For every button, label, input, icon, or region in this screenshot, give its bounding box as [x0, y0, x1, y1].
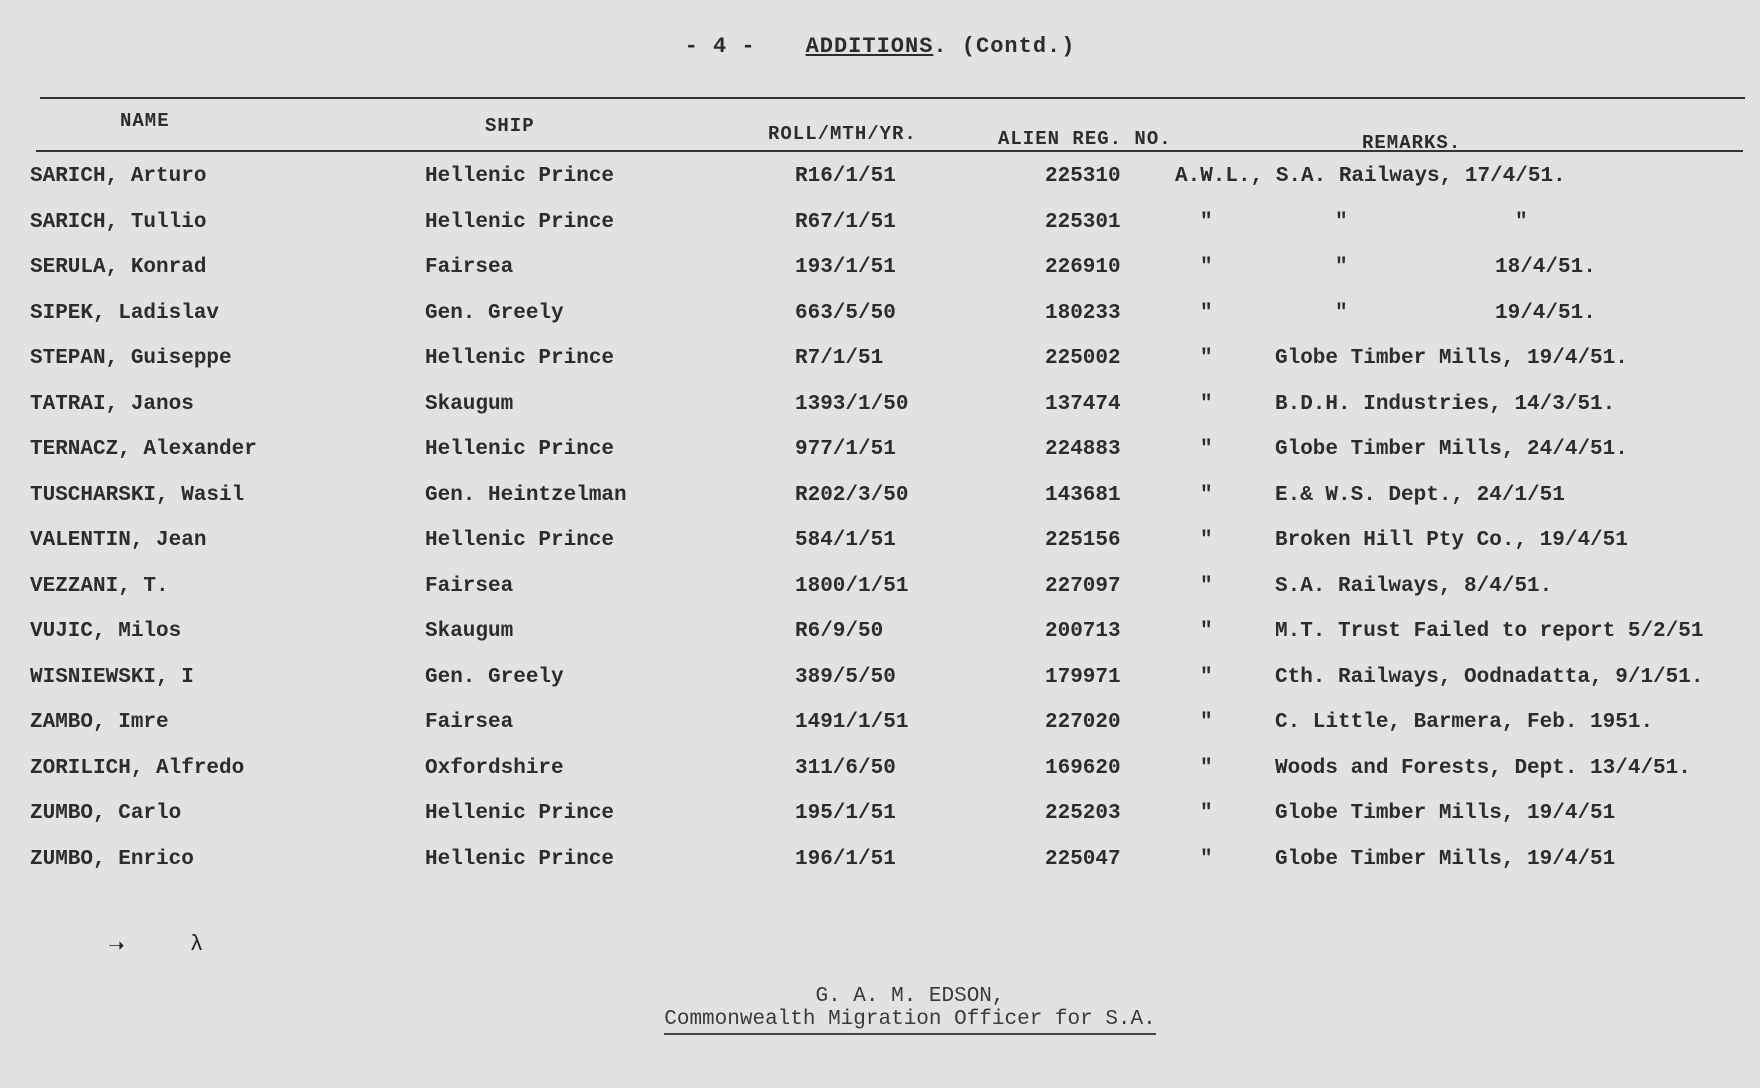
cell-name: VEZZANI, T. [30, 574, 169, 598]
cell-roll: R202/3/50 [795, 483, 909, 507]
table-row [0, 347, 1760, 389]
table-row [0, 757, 1760, 799]
remarks-part: Globe Timber Mills, 19/4/51 [1275, 802, 1616, 825]
cell-ship: Gen. Heintzelman [425, 483, 627, 507]
cell-ship: Fairsea [425, 256, 514, 279]
table-row [0, 393, 1760, 435]
remarks-part: Woods and Forests, Dept. 13/4/51. [1275, 756, 1691, 780]
cell-alien-reg: 137474 [1045, 392, 1121, 416]
cell-ship: Hellenic Prince [425, 847, 615, 871]
cell-roll: 1491/1/51 [795, 711, 909, 734]
page-title: ADDITIONS [805, 34, 934, 59]
remarks-part: B.D.H. Industries, 14/3/51. [1275, 392, 1616, 416]
remarks-part: Broken Hill Pty Co., 19/4/51 [1275, 529, 1628, 552]
cell-roll: 195/1/51 [795, 802, 896, 825]
cell-alien-reg: 225301 [1045, 210, 1121, 234]
table-row [0, 575, 1760, 617]
remarks-part: A.W.L., S.A. Railways, 17/4/51. [1175, 165, 1566, 188]
cell-name: STEPAN, Guiseppe [30, 347, 232, 370]
cell-ship: Hellenic Prince [425, 438, 615, 461]
column-header-remarks: REMARKS. [1362, 132, 1462, 154]
remarks-part: " [1200, 574, 1213, 598]
cell-roll: R16/1/51 [795, 165, 896, 188]
cell-name: TATRAI, Janos [30, 392, 194, 416]
cell-roll: 1800/1/51 [795, 574, 909, 598]
column-header-ship: SHIP [485, 115, 535, 137]
cell-name: WISNIEWSKI, I [30, 665, 194, 689]
cell-alien-reg: 200713 [1045, 620, 1121, 643]
cell-name: SERULA, Konrad [30, 256, 207, 279]
signatory-role: Commonwealth Migration Officer for S.A. [664, 1008, 1155, 1035]
remarks-part: " [1200, 438, 1213, 461]
remarks-part: " [1200, 756, 1213, 780]
cell-ship: Hellenic Prince [425, 802, 615, 825]
cell-ship: Hellenic Prince [425, 210, 615, 234]
cell-roll: R6/9/50 [795, 620, 884, 643]
header-rule [36, 150, 1743, 152]
top-rule [40, 97, 1745, 99]
remarks-part: M.T. Trust Failed to report 5/2/51 [1275, 620, 1704, 643]
cell-name: ZUMBO, Carlo [30, 802, 182, 825]
remarks-part: Globe Timber Mills, 19/4/51 [1275, 847, 1616, 871]
table-row [0, 802, 1760, 844]
remarks-part: Globe Timber Mills, 19/4/51. [1275, 347, 1628, 370]
cell-alien-reg: 169620 [1045, 756, 1121, 780]
cell-ship: Hellenic Prince [425, 347, 615, 370]
signatory-name: G. A. M. EDSON, [815, 985, 1005, 1008]
cell-alien-reg: 225203 [1045, 802, 1121, 825]
remarks-part: " [1200, 392, 1213, 416]
table-row [0, 529, 1760, 571]
remarks-part: " [1200, 483, 1213, 507]
cell-alien-reg: 225047 [1045, 847, 1121, 871]
cell-roll: 663/5/50 [795, 301, 896, 325]
cell-roll: 1393/1/50 [795, 392, 909, 416]
cell-name: SARICH, Tullio [30, 210, 207, 234]
remarks-part: " [1200, 529, 1213, 552]
cell-roll: R67/1/51 [795, 210, 896, 234]
cell-name: TERNACZ, Alexander [30, 438, 257, 461]
cell-alien-reg: 225156 [1045, 529, 1121, 552]
cell-name: SARICH, Arturo [30, 165, 207, 188]
remarks-part: S.A. Railways, 8/4/51. [1275, 574, 1553, 598]
cell-ship: Oxfordshire [425, 756, 564, 780]
table-row [0, 666, 1760, 708]
cell-roll: R7/1/51 [795, 347, 884, 370]
cell-name: VALENTIN, Jean [30, 529, 207, 552]
handwritten-mark-small: λ [190, 932, 204, 957]
cell-name: SIPEK, Ladislav [30, 301, 220, 325]
table-row [0, 211, 1760, 253]
page-number: - 4 - [684, 34, 756, 59]
remarks-part: " [1200, 620, 1213, 643]
remarks-part: " [1200, 210, 1213, 234]
column-header-alien: ALIEN REG. NO. [998, 128, 1172, 150]
remarks-part: " [1200, 301, 1213, 325]
cell-alien-reg: 179971 [1045, 665, 1121, 689]
remarks-part: 19/4/51. [1495, 301, 1596, 325]
handwritten-mark: ➝ [108, 934, 125, 965]
cell-alien-reg: 227020 [1045, 711, 1121, 734]
remarks-part: " [1515, 210, 1528, 234]
table-row [0, 711, 1760, 753]
cell-alien-reg: 225310 [1045, 165, 1121, 188]
cell-ship: Hellenic Prince [425, 165, 615, 188]
signature-block [640, 985, 1180, 1035]
cell-roll: 977/1/51 [795, 438, 896, 461]
remarks-part: Globe Timber Mills, 24/4/51. [1275, 438, 1628, 461]
cell-alien-reg: 226910 [1045, 256, 1121, 279]
remarks-part: Cth. Railways, Oodnadatta, 9/1/51. [1275, 665, 1704, 689]
cell-name: VUJIC, Milos [30, 620, 182, 643]
cell-name: TUSCHARSKI, Wasil [30, 483, 245, 507]
cell-roll: 193/1/51 [795, 256, 896, 279]
cell-roll: 584/1/51 [795, 529, 896, 552]
cell-ship: Hellenic Prince [425, 529, 615, 552]
page-heading [0, 34, 1760, 59]
table-row [0, 302, 1760, 344]
table-row [0, 256, 1760, 298]
cell-roll: 196/1/51 [795, 847, 896, 871]
remarks-part: " [1200, 847, 1213, 871]
cell-ship: Gen. Greely [425, 301, 564, 325]
cell-alien-reg: 180233 [1045, 301, 1121, 325]
column-header-name: NAME [120, 110, 170, 132]
cell-alien-reg: 143681 [1045, 483, 1121, 507]
cell-ship: Fairsea [425, 711, 514, 734]
remarks-part: C. Little, Barmera, Feb. 1951. [1275, 711, 1654, 734]
table-row [0, 484, 1760, 526]
page-subtitle: . (Contd.) [933, 34, 1076, 59]
remarks-part: " [1200, 802, 1213, 825]
cell-ship: Gen. Greely [425, 665, 564, 689]
remarks-part: " [1335, 301, 1348, 325]
cell-name: ZAMBO, Imre [30, 711, 169, 734]
remarks-part: " [1335, 256, 1348, 279]
cell-ship: Skaugum [425, 620, 514, 643]
remarks-part: " [1200, 347, 1213, 370]
cell-alien-reg: 224883 [1045, 438, 1121, 461]
cell-ship: Skaugum [425, 392, 514, 416]
cell-name: ZUMBO, Enrico [30, 847, 194, 871]
table-row [0, 438, 1760, 480]
remarks-part: " [1200, 256, 1213, 279]
column-header-roll: ROLL/MTH/YR. [768, 123, 917, 145]
remarks-part: 18/4/51. [1495, 256, 1596, 279]
remarks-part: " [1200, 665, 1213, 689]
remarks-part: " [1200, 711, 1213, 734]
remarks-part: " [1335, 210, 1348, 234]
remarks-part: E.& W.S. Dept., 24/1/51 [1275, 483, 1565, 507]
table-row [0, 848, 1760, 890]
table-row [0, 165, 1760, 207]
cell-roll: 311/6/50 [795, 756, 896, 780]
cell-alien-reg: 227097 [1045, 574, 1121, 598]
cell-ship: Fairsea [425, 574, 514, 598]
cell-roll: 389/5/50 [795, 665, 896, 689]
table-row [0, 620, 1760, 662]
cell-alien-reg: 225002 [1045, 347, 1121, 370]
cell-name: ZORILICH, Alfredo [30, 756, 245, 780]
